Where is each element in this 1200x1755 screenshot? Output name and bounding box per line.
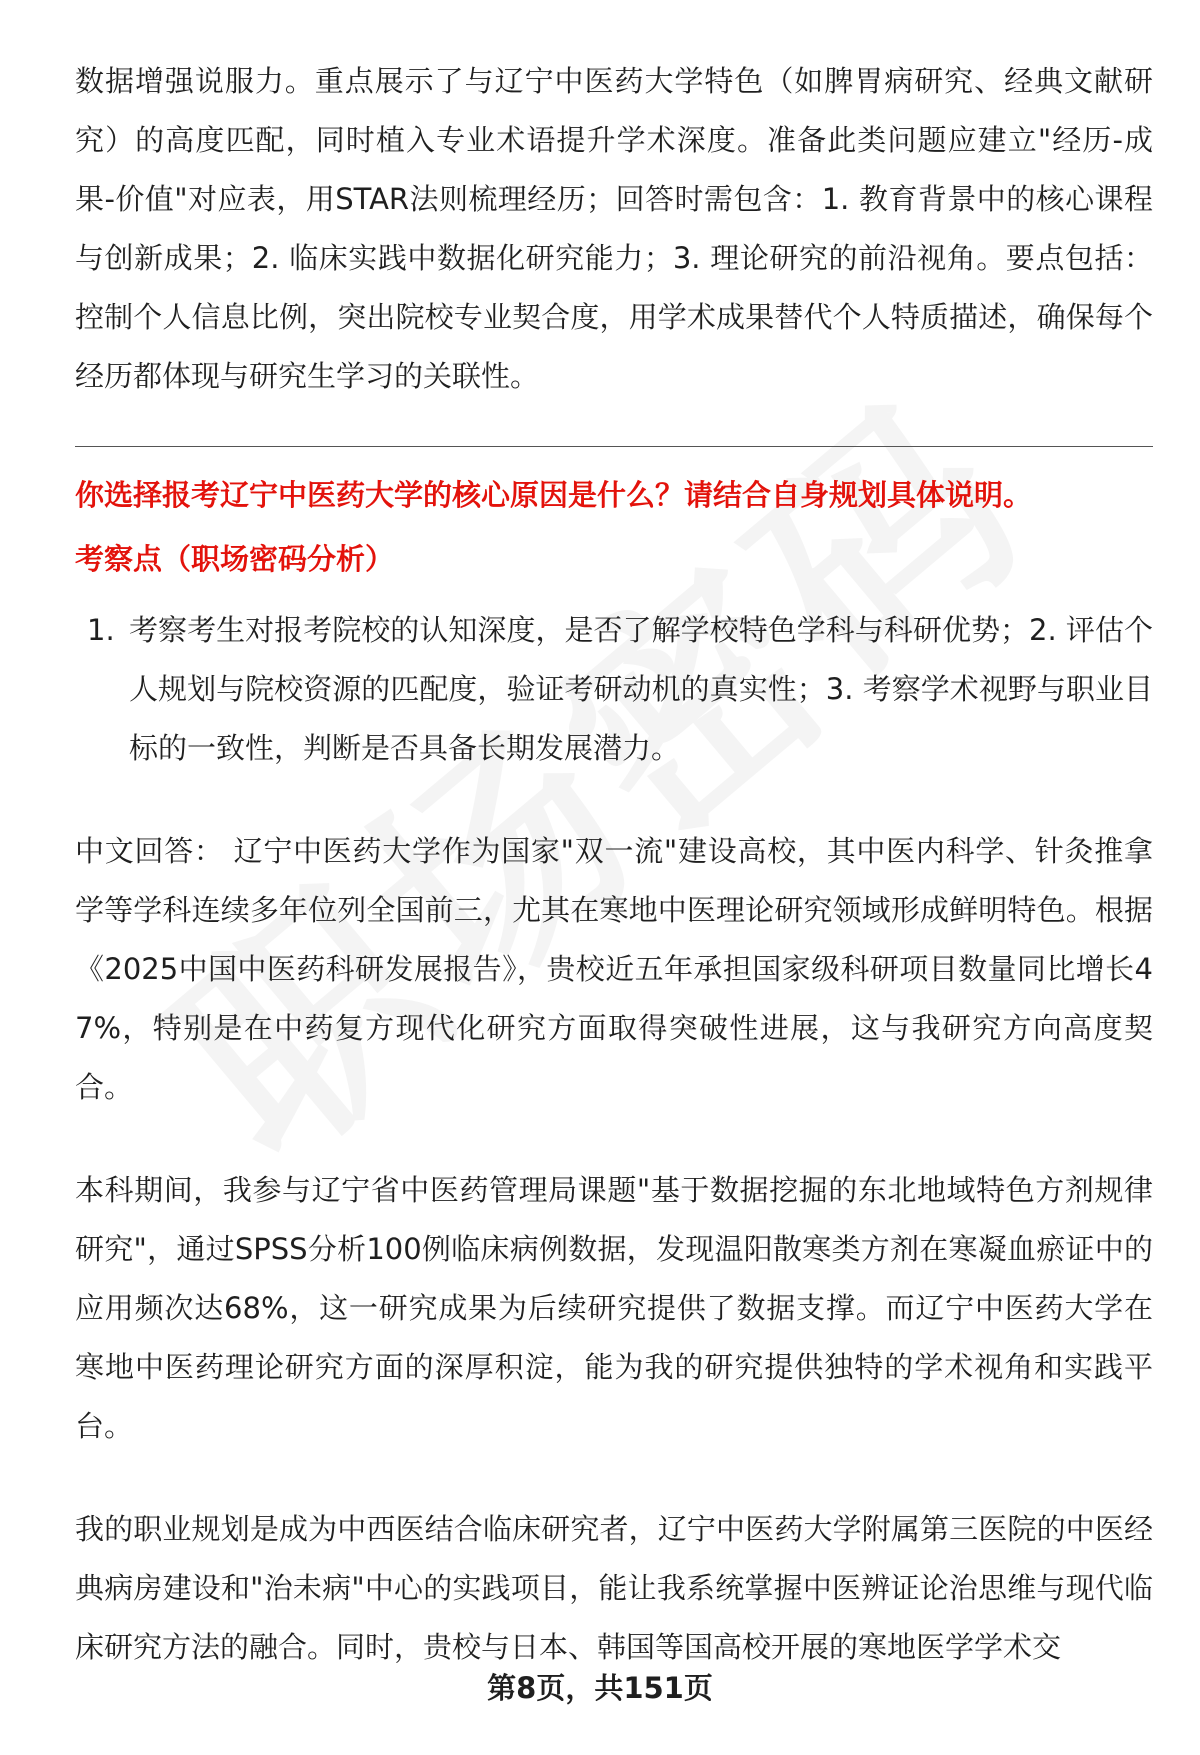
spacer bbox=[75, 447, 1153, 475]
answer-paragraph-2: 本科期间，我参与辽宁省中医药管理局课题"基于数据挖掘的东北地域特色方剂规律研究"，通过SPSS分析100例临床病例数据，发现温阳散寒类方剂在寒凝血瘀证中的应用频次达68%，这一研究成果为后续研究提供了数据支撑。而辽宁中医药大学在寒地中医药理论研究方面的深厚积淀，能为我的研究提供独特的学术视角和实践平台。 bbox=[75, 1173, 1153, 1443]
page-footer: 第8页，共151页 bbox=[487, 1671, 713, 1705]
answer-paragraph-1: 中文回答： 辽宁中医药大学作为国家"双一流"建设高校，其中医内科学、针灸推拿学等学科连续多年位列全国前三，尤其在寒地中医理论研究领域形成鲜明特色。根据《2025中国中医药科研发展报告》，贵校近五年承担国家级科研项目数量同比增长47%，特别是在中药复方现代化研究方面取得突破性进展，这与我研究方向高度契合。 bbox=[75, 834, 1153, 1104]
spacer bbox=[75, 406, 1153, 446]
spacer bbox=[75, 579, 1153, 601]
question-heading: 你选择报考辽宁中医药大学的核心原因是什么？请结合自身规划具体说明。 bbox=[75, 478, 1033, 512]
kaocha-list bbox=[75, 601, 1153, 778]
spacer bbox=[75, 1456, 1153, 1500]
spacer bbox=[75, 1117, 1153, 1161]
spacer bbox=[75, 515, 1153, 539]
kaocha-item bbox=[75, 601, 1153, 778]
kaocha-item-text: 考察考生对报考院校的认知深度，是否了解学校特色学科与科研优势；2. 评估个人规划与院校资源的匹配度，验证考研动机的真实性；3. 考察学术视野与职业目标的一致性，判断是否具备长期发展潜力。 bbox=[129, 613, 1153, 765]
answer-paragraph-3: 我的职业规划是成为中西医结合临床研究者，辽宁中医药大学附属第三医院的中医经典病房建设和"治未病"中心的实践项目，能让我系统掌握中医辨证论治思维与现代临床研究方法的融合。同时，贵校与日本、韩国等国高校开展的寒地医学学术交 bbox=[75, 1512, 1153, 1664]
kaocha-heading: 考察点（职场密码分析） bbox=[75, 542, 395, 576]
kaocha-item-number: 1. bbox=[87, 613, 115, 647]
spacer bbox=[75, 778, 1153, 822]
page-content bbox=[75, 52, 1153, 1677]
intro-paragraph: 数据增强说服力。重点展示了与辽宁中医药大学特色（如脾胃病研究、经典文献研究）的高度匹配，同时植入专业术语提升学术深度。准备此类问题应建立"经历-成果-价值"对应表，用STAR法则梳理经历；回答时需包含：1. 教育背景中的核心课程与创新成果；2. 临床实践中数据化研究能力；3. 理论研究的前沿视角。要点包括：控制个人信息比例，突出院校专业契合度，用学术成果替代个人特质描述，确保每个经历都体现与研究生学习的关联性。 bbox=[75, 64, 1153, 393]
